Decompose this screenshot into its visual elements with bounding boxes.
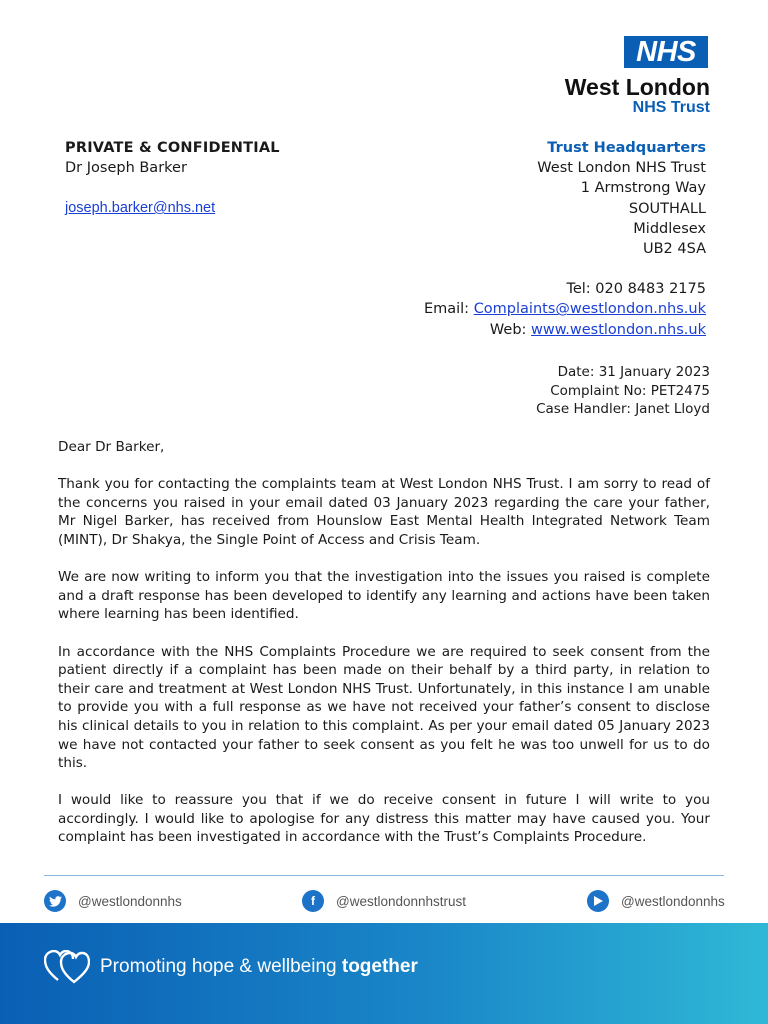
twitter-icon	[44, 890, 66, 912]
address-line: UB2 4SA	[642, 241, 706, 258]
address-line: Middlesex	[633, 220, 706, 237]
org-subtitle: NHS Trust	[632, 99, 710, 116]
letter-meta	[536, 363, 710, 419]
complaint-number: Complaint No: PET2475	[550, 382, 710, 399]
paragraph: We are now writing to inform you that the investigation into the issues you raised is complete and a draft response has been developed to identify any learning and actions have been taken where learning has been identified.	[58, 569, 710, 623]
nhs-logo: NHS	[624, 36, 708, 68]
paragraph: Thank you for contacting the complaints team at West London NHS Trust. I am sorry to read of the concerns you raised in your email dated 03 January 2023 regarding the care your father, Mr Nigel Barker, has received from Hounslow East Mental Health Integrated Network Team (MINT), Dr Shakya, the Single Point of Access and Crisis Team.	[58, 476, 710, 548]
play-icon	[587, 890, 609, 912]
tagline	[100, 956, 418, 978]
web-label: Web:	[489, 321, 532, 338]
address-line: 1 Armstrong Way	[580, 180, 706, 197]
recipient-block	[65, 138, 280, 218]
recipient-name: Dr Joseph Barker	[65, 160, 187, 176]
tagline-main: Promoting hope & wellbeing	[100, 956, 342, 977]
org-name: West London	[564, 74, 710, 100]
case-handler: Case Handler: Janet Lloyd	[536, 401, 710, 417]
youtube-handle: @westlondonnhs	[621, 893, 725, 909]
sender-block	[424, 138, 706, 340]
telephone: Tel: 020 8483 2175	[566, 281, 706, 298]
complaints-email-link[interactable]: Complaints@westlondon.nhs.uk	[473, 301, 706, 318]
web-row	[424, 320, 706, 340]
recipient-email-link[interactable]: joseph.barker@nhs.net	[65, 200, 216, 216]
hearts-logo-icon	[44, 950, 90, 984]
letter-date: Date: 31 January 2023	[557, 364, 710, 380]
facebook-link[interactable]	[302, 889, 466, 913]
twitter-link[interactable]	[44, 889, 182, 913]
youtube-link[interactable]	[587, 889, 725, 913]
address-line: SOUTHALL	[628, 200, 706, 217]
facebook-icon: f	[302, 890, 324, 912]
twitter-handle: @westlondonnhs	[78, 893, 182, 909]
address-line: West London NHS Trust	[537, 160, 706, 177]
paragraph: I would like to reassure you that if we do receive consent in future I will write to you accordingly. I would like to apologise for any distress this matter may have caused you. Your complaint has been investigated in accordance with the Trust’s Complaints Procedure.	[58, 792, 710, 846]
facebook-handle: @westlondonnhstrust	[336, 893, 467, 909]
letter-body	[58, 438, 710, 866]
email-row	[424, 299, 706, 319]
email-label: Email:	[423, 301, 474, 318]
hq-label: Trust Headquarters	[547, 140, 706, 156]
website-link[interactable]: www.westlondon.nhs.uk	[531, 321, 706, 338]
tagline-bold: together	[341, 956, 418, 977]
footer-divider	[44, 875, 724, 876]
confidential-label: PRIVATE & CONFIDENTIAL	[65, 140, 280, 156]
greeting: Dear Dr Barker,	[58, 439, 165, 455]
paragraph: In accordance with the NHS Complaints Procedure we are required to seek consent from the patient directly if a complaint has been made on their behalf by a third party, in relation to their care and treatment at West London NHS Trust. Unfortunately, in this instance I am unable to provide you with a full response as we have not received your father’s consent to disclose his clinical details to you in relation to this complaint. As per your email dated 05 January 2023 we have not contacted your father to seek consent as you felt he was too unwell for us to do this.	[58, 643, 710, 772]
